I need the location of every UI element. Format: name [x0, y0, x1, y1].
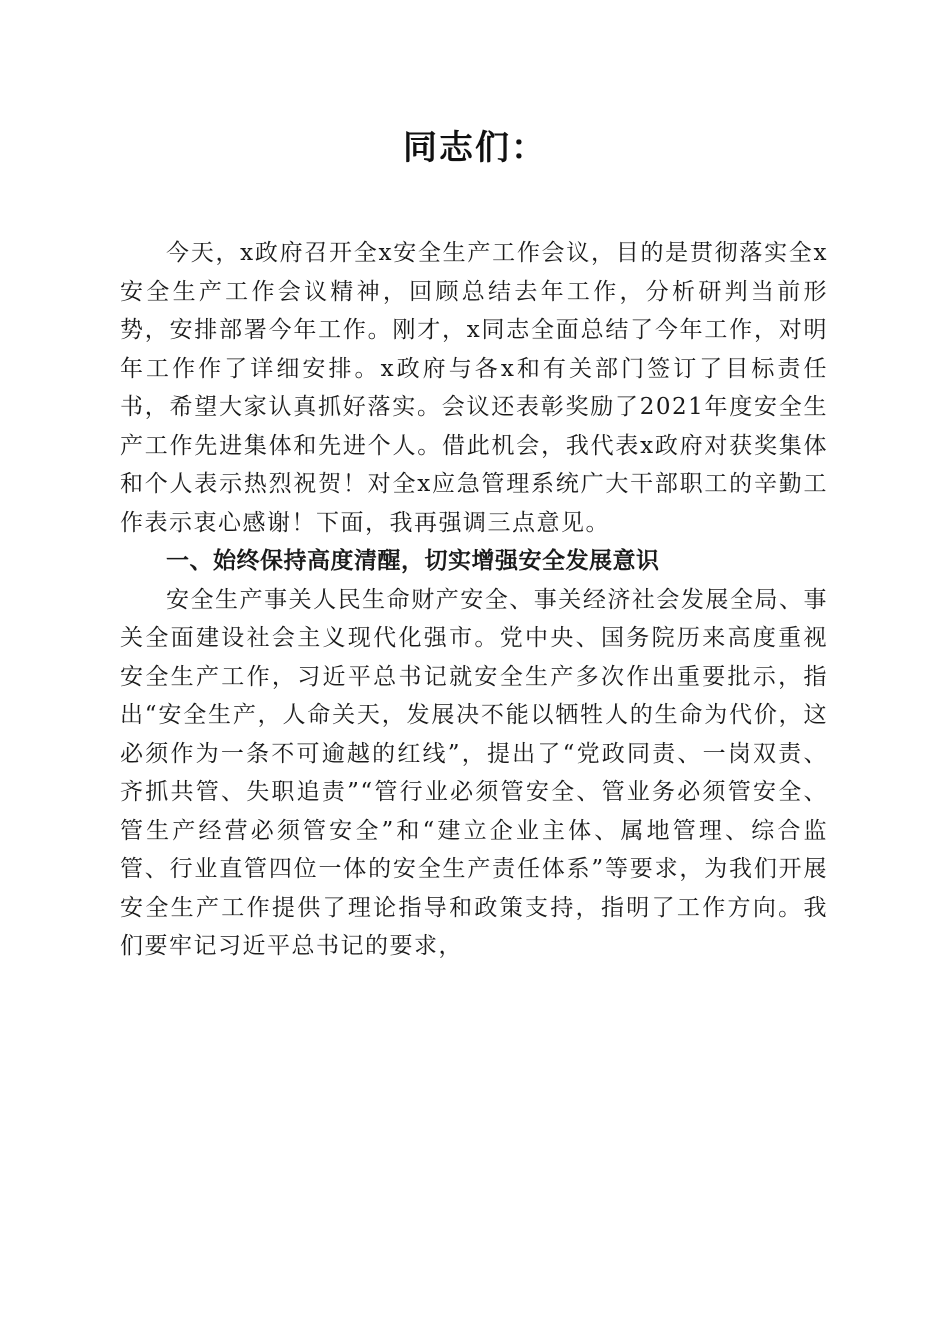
document-body: [120, 234, 828, 966]
document-title: 同志们：: [403, 128, 547, 168]
opening-paragraph: 今天，x政府召开全x安全生产工作会议，目的是贯彻落实全x安全生产工作会议精神，回顾总结去年工作，分析研判当前形势，安排部署今年工作。刚才，x同志全面总结了今年工作，对明年工作作了详细安排。x政府与各x和有关部门签订了目标责任书，希望大家认真抓好落实。会议还表彰奖励了2021年度安全生产工作先进集体和先进个人。借此机会，我代表x政府对获奖集体和个人表示热烈祝贺！对全x应急管理系统广大干部职工的辛勤工作表示衷心感谢！下面，我再强调三点意见。: [120, 240, 828, 536]
section-heading-1: 一、始终保持高度清醒，切实增强安全发展意识: [166, 548, 660, 574]
section-1-paragraph: 安全生产事关人民生命财产安全、事关经济社会发展全局、事关全面建设社会主义现代化强市。党中央、国务院历来高度重视安全生产工作，习近平总书记就安全生产多次作出重要批示，指出“安全生产，人命关天，发展决不能以牺牲人的生命为代价，这必须作为一条不可逾越的红线”，提出了“党政同责、一岗双责、齐抓共管、失职追责”“管行业必须管安全、管业务必须管安全、管生产经营必须管安全”和“建立企业主体、属地管理、综合监管、行业直管四位一体的安全生产责任体系”等要求，为我们开展安全生产工作提供了理论指导和政策支持，指明了工作方向。我们要牢记习近平总书记的要求，: [120, 586, 828, 959]
